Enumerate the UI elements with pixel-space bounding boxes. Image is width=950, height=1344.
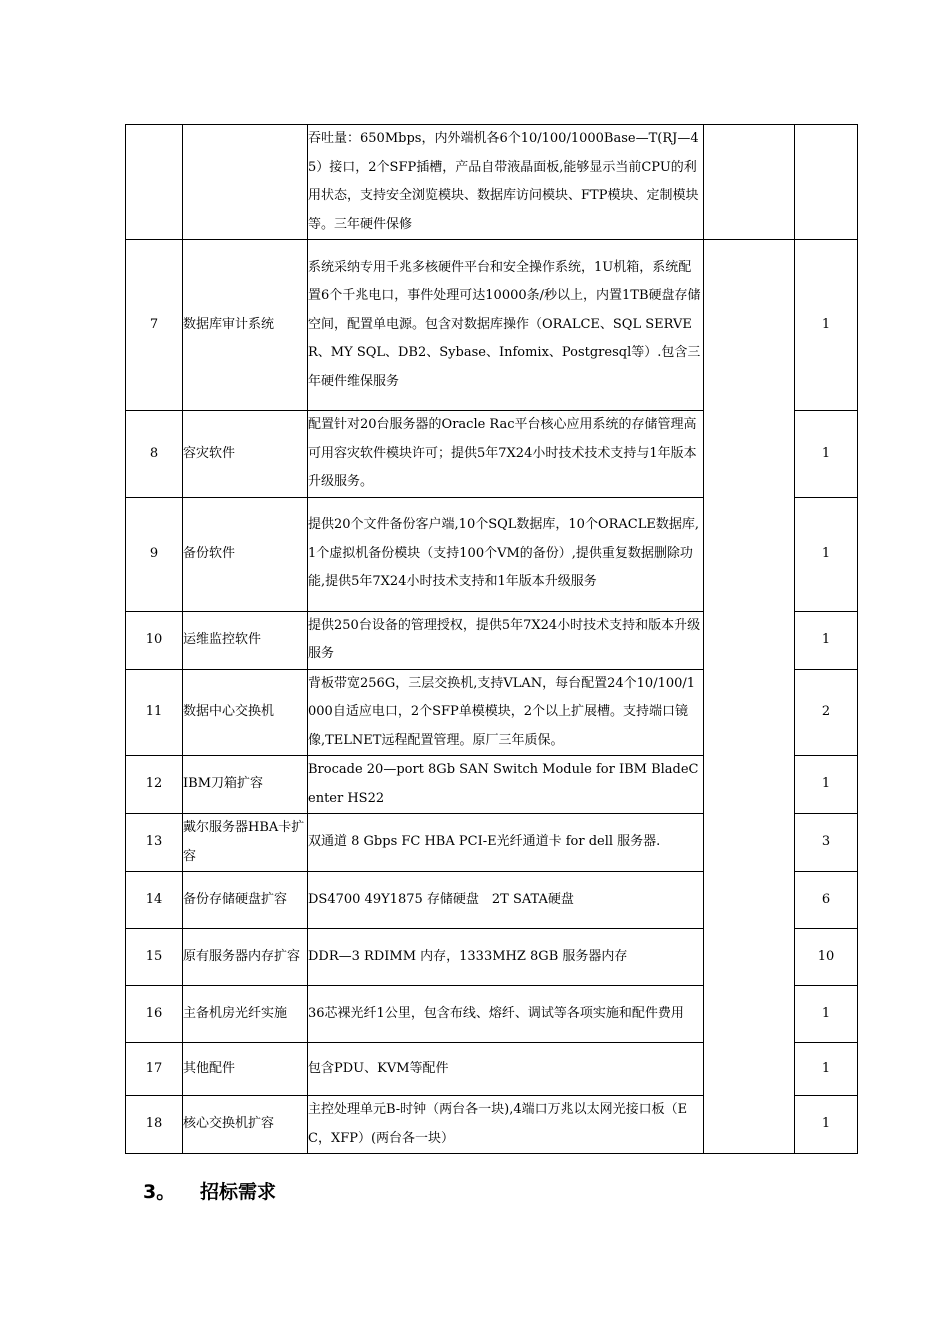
row-number: 10 xyxy=(126,611,183,669)
item-name: 原有服务器内存扩容 xyxy=(183,929,308,986)
item-quantity xyxy=(795,125,858,240)
item-quantity: 1 xyxy=(795,756,858,814)
item-description: 吞吐量：650Mbps，内外端机各6个10/100/1000Base—T(RJ—45）接口，2个SFP插槽，产品自带液晶面板,能够显示当前CPU的利用状态，支持安全浏览模块、数据库访问模块、FTP模块、定制模块等。三年硬件保修 xyxy=(308,125,704,240)
item-description: 配置针对20台服务器的Oracle Rac平台核心应用系统的存储管理高可用容灾软件模块许可；提供5年7X24小时技术技术支持与1年版本升级服务。 xyxy=(308,411,704,498)
item-name: 核心交换机扩容 xyxy=(183,1096,308,1154)
item-quantity: 1 xyxy=(795,497,858,611)
item-name: 备份软件 xyxy=(183,497,308,611)
item-description: 背板带宽256G，三层交换机,支持VLAN，每台配置24个10/100/1000自适应电口，2个SFP单模模块，2个以上扩展槽。支持端口镜像,TELNET远程配置管理。原厂三年质保。 xyxy=(308,669,704,756)
item-name: 数据库审计系统 xyxy=(183,240,308,411)
section-title: 招标需求 xyxy=(200,1181,277,1203)
merged-blank-cell xyxy=(704,125,795,240)
row-number: 9 xyxy=(126,497,183,611)
row-number: 18 xyxy=(126,1096,183,1154)
item-description: 提供250台设备的管理授权，提供5年7X24小时技术支持和版本升级服务 xyxy=(308,611,704,669)
item-name: 其他配件 xyxy=(183,1043,308,1096)
item-name: 容灾软件 xyxy=(183,411,308,498)
item-name: 备份存储硬盘扩容 xyxy=(183,872,308,929)
row-number: 12 xyxy=(126,756,183,814)
row-number: 17 xyxy=(126,1043,183,1096)
item-description: 包含PDU、KVM等配件 xyxy=(308,1043,704,1096)
table-row xyxy=(126,125,858,240)
item-quantity: 10 xyxy=(795,929,858,986)
row-number: 13 xyxy=(126,814,183,872)
item-quantity: 1 xyxy=(795,1043,858,1096)
table-row xyxy=(126,240,858,411)
row-number: 11 xyxy=(126,669,183,756)
section-heading xyxy=(143,1177,276,1204)
row-number: 15 xyxy=(126,929,183,986)
item-quantity: 3 xyxy=(795,814,858,872)
section-number: 3。 xyxy=(143,1181,176,1203)
row-number: 8 xyxy=(126,411,183,498)
item-name: 运维监控软件 xyxy=(183,611,308,669)
row-number xyxy=(126,125,183,240)
item-quantity: 1 xyxy=(795,411,858,498)
item-name: 主备机房光纤实施 xyxy=(183,986,308,1043)
item-description: Brocade 20—port 8Gb SAN Switch Module for IBM BladeCenter HS22 xyxy=(308,756,704,814)
item-description: 双通道 8 Gbps FC HBA PCI-E光纤通道卡 for dell 服务器. xyxy=(308,814,704,872)
item-description: 系统采纳专用千兆多核硬件平台和安全操作系统，1U机箱，系统配置6个千兆电口，事件处理可达10000条/秒以上，内置1TB硬盘存储空间，配置单电源。包含对数据库操作（ORALCE、SQL SERVER、MY SQL、DB2、Sybase、Infomix、Postgresql等）.包含三年硬件维保服务 xyxy=(308,240,704,411)
item-description: DDR—3 RDIMM 内存，1333MHZ 8GB 服务器内存 xyxy=(308,929,704,986)
item-name xyxy=(183,125,308,240)
equipment-table xyxy=(125,124,858,1154)
item-quantity: 1 xyxy=(795,611,858,669)
item-description: DS4700 49Y1875 存储硬盘 2T SATA硬盘 xyxy=(308,872,704,929)
item-quantity: 1 xyxy=(795,1096,858,1154)
item-name: 戴尔服务器HBA卡扩容 xyxy=(183,814,308,872)
item-quantity: 1 xyxy=(795,240,858,411)
item-description: 提供20个文件备份客户端,10个SQL数据库，10个ORACLE数据库,1个虚拟机备份模块（支持100个VM的备份）,提供重复数据删除功能,提供5年7X24小时技术支持和1年版本升级服务 xyxy=(308,497,704,611)
item-quantity: 6 xyxy=(795,872,858,929)
row-number: 7 xyxy=(126,240,183,411)
item-name: IBM刀箱扩容 xyxy=(183,756,308,814)
item-quantity: 1 xyxy=(795,986,858,1043)
row-number: 14 xyxy=(126,872,183,929)
item-name: 数据中心交换机 xyxy=(183,669,308,756)
row-number: 16 xyxy=(126,986,183,1043)
item-description: 主控处理单元B-时钟（两台各一块),4端口万兆以太网光接口板（EC，XFP）(两台各一块） xyxy=(308,1096,704,1154)
item-quantity: 2 xyxy=(795,669,858,756)
item-description: 36芯裸光纤1公里，包含布线、熔纤、调试等各项实施和配件费用 xyxy=(308,986,704,1043)
merged-blank-cell xyxy=(704,240,795,1154)
